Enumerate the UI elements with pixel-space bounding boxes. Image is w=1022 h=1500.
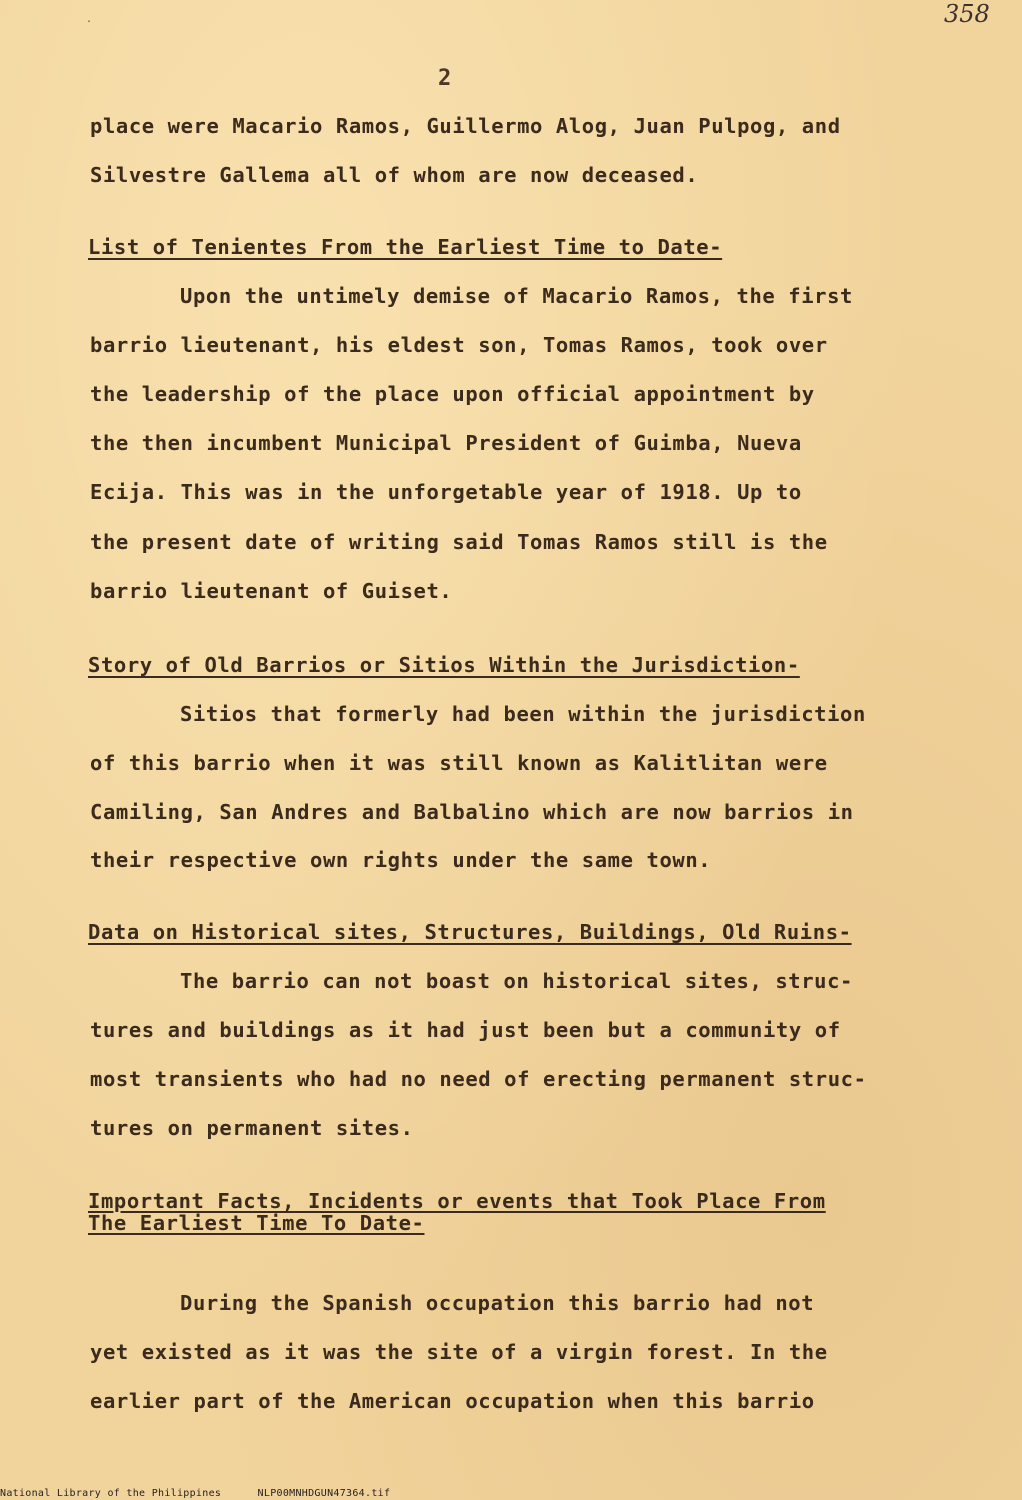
text-line: Ecija. This was in the unforgetable year of 1918. Up to — [90, 480, 802, 504]
text-line: tures and buildings as it had just been but a community of — [90, 1018, 841, 1042]
text-line: their respective own rights under the same town. — [90, 848, 712, 872]
text-line: Sitios that formerly had been within the jurisdiction — [180, 702, 866, 726]
section-heading-historical: Data on Historical sites, Structures, Buildings, Old Ruins- — [88, 920, 852, 944]
text-line: The barrio can not boast on historical sites, struc- — [180, 969, 853, 993]
text-line: place were Macario Ramos, Guillermo Alog, Juan Pulpog, and — [90, 114, 841, 138]
text-line: barrio lieutenant of Guiset. — [90, 579, 453, 603]
section-heading-tenientes: List of Tenientes From the Earliest Time to Date- — [88, 235, 723, 259]
text-line: most transients who had no need of erecting permanent struc- — [90, 1067, 867, 1091]
text-line: barrio lieutenant, his eldest son, Tomas Ramos, took over — [90, 333, 828, 357]
section-heading-facts — [88, 1190, 826, 1234]
text-line: the present date of writing said Tomas Ramos still is the — [90, 530, 828, 554]
library-credit: National Library of the Philippines — [0, 1488, 222, 1499]
page-number: 2 — [438, 66, 452, 91]
text-line: Camiling, San Andres and Balbalino which are now barrios in — [90, 800, 854, 824]
text-line: the then incumbent Municipal President of Guimba, Nueva — [90, 431, 802, 455]
text-line: yet existed as it was the site of a virgin forest. In the — [90, 1340, 828, 1364]
scan-filename: NLP00MNHDGUN47364.tif — [257, 1488, 391, 1499]
corner-mark: . — [86, 14, 93, 25]
section-heading-facts-line: Important Facts, Incidents or events that Took Place From — [88, 1189, 826, 1213]
text-line: tures on permanent sites. — [90, 1116, 414, 1140]
text-line: During the Spanish occupation this barrio had not — [180, 1291, 815, 1315]
text-line: earlier part of the American occupation when this barrio — [90, 1389, 815, 1413]
text-line: of this barrio when it was still known as Kalitlitan were — [90, 751, 828, 775]
section-heading-old-barrios: Story of Old Barrios or Sitios Within the Jurisdiction- — [88, 653, 800, 677]
text-line: Upon the untimely demise of Macario Ramos, the first — [180, 284, 853, 308]
section-heading-facts-line: The Earliest Time To Date- — [88, 1211, 425, 1235]
text-line: the leadership of the place upon official appointment by — [90, 382, 815, 406]
text-line: Silvestre Gallema all of whom are now deceased. — [90, 163, 699, 187]
folio-number: 358 — [944, 0, 990, 28]
scan-footer — [0, 1488, 390, 1499]
